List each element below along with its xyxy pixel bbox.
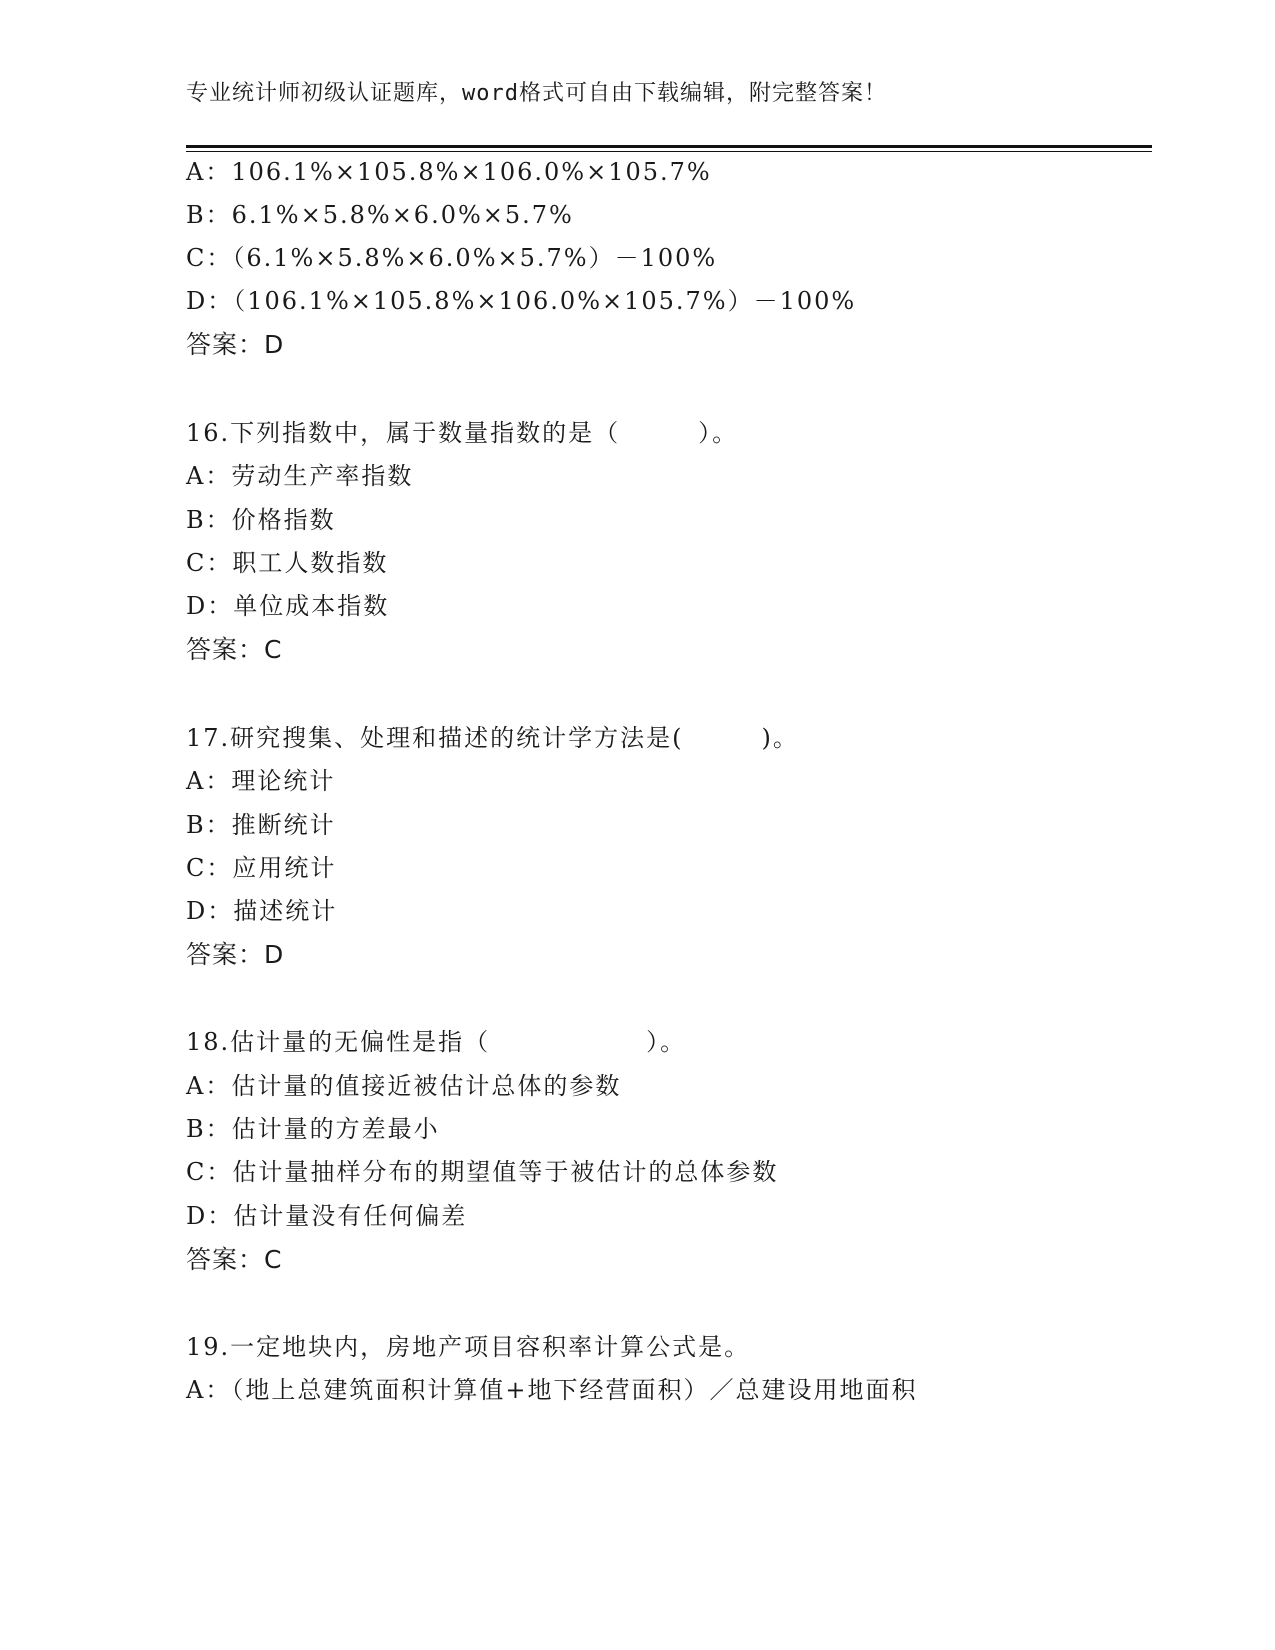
- q19-stem: 19.一定地块内，房地产项目容积率计算公式是。: [186, 1333, 751, 1361]
- q16-stem: 16.下列指数中，属于数量指数的是（ ）。: [186, 419, 739, 447]
- q16-option-c: C：职工人数指数: [186, 549, 389, 577]
- q16-option-d: D：单位成本指数: [186, 592, 390, 620]
- q18-option-a: A：估计量的值接近被估计总体的参数: [186, 1072, 622, 1100]
- q17-stem: 17.研究搜集、处理和描述的统计学方法是( )。: [186, 724, 799, 752]
- q16-option-b: B：价格指数: [186, 506, 336, 534]
- q15-option-d: D：（106.1%×105.8%×106.0%×105.7%）－100%: [186, 287, 857, 315]
- q17-option-a: A：理论统计: [186, 767, 336, 795]
- q18-answer: 答案：C: [186, 1245, 283, 1274]
- q15-option-b: B：6.1%×5.8%×6.0%×5.7%: [186, 201, 574, 229]
- q18-stem: 18.估计量的无偏性是指（ ）。: [186, 1028, 687, 1056]
- q16-answer: 答案：C: [186, 635, 283, 664]
- q18-option-d: D：估计量没有任何偏差: [186, 1202, 468, 1230]
- q16-option-a: A：劳动生产率指数: [186, 462, 414, 490]
- q15-option-a: A：106.1%×105.8%×106.0%×105.7%: [186, 158, 712, 186]
- q19-option-a: A：（地上总建筑面积计算值+地下经营面积）／总建设用地面积: [186, 1376, 918, 1404]
- q15-answer: 答案：D: [186, 330, 285, 359]
- header-rule-thick: [186, 145, 1152, 148]
- header-rule-thin: [186, 151, 1152, 152]
- q18-option-c: C：估计量抽样分布的期望值等于被估计的总体参数: [186, 1158, 779, 1186]
- q17-option-c: C：应用统计: [186, 854, 337, 882]
- q17-answer: 答案：D: [186, 940, 285, 969]
- document-header: 专业统计师初级认证题库，word格式可自由下载编辑，附完整答案！: [186, 81, 887, 106]
- q17-option-b: B：推断统计: [186, 811, 336, 839]
- q17-option-d: D：描述统计: [186, 897, 338, 925]
- q18-option-b: B：估计量的方差最小: [186, 1115, 440, 1143]
- q15-option-c: C：（6.1%×5.8%×6.0%×5.7%）－100%: [186, 244, 718, 272]
